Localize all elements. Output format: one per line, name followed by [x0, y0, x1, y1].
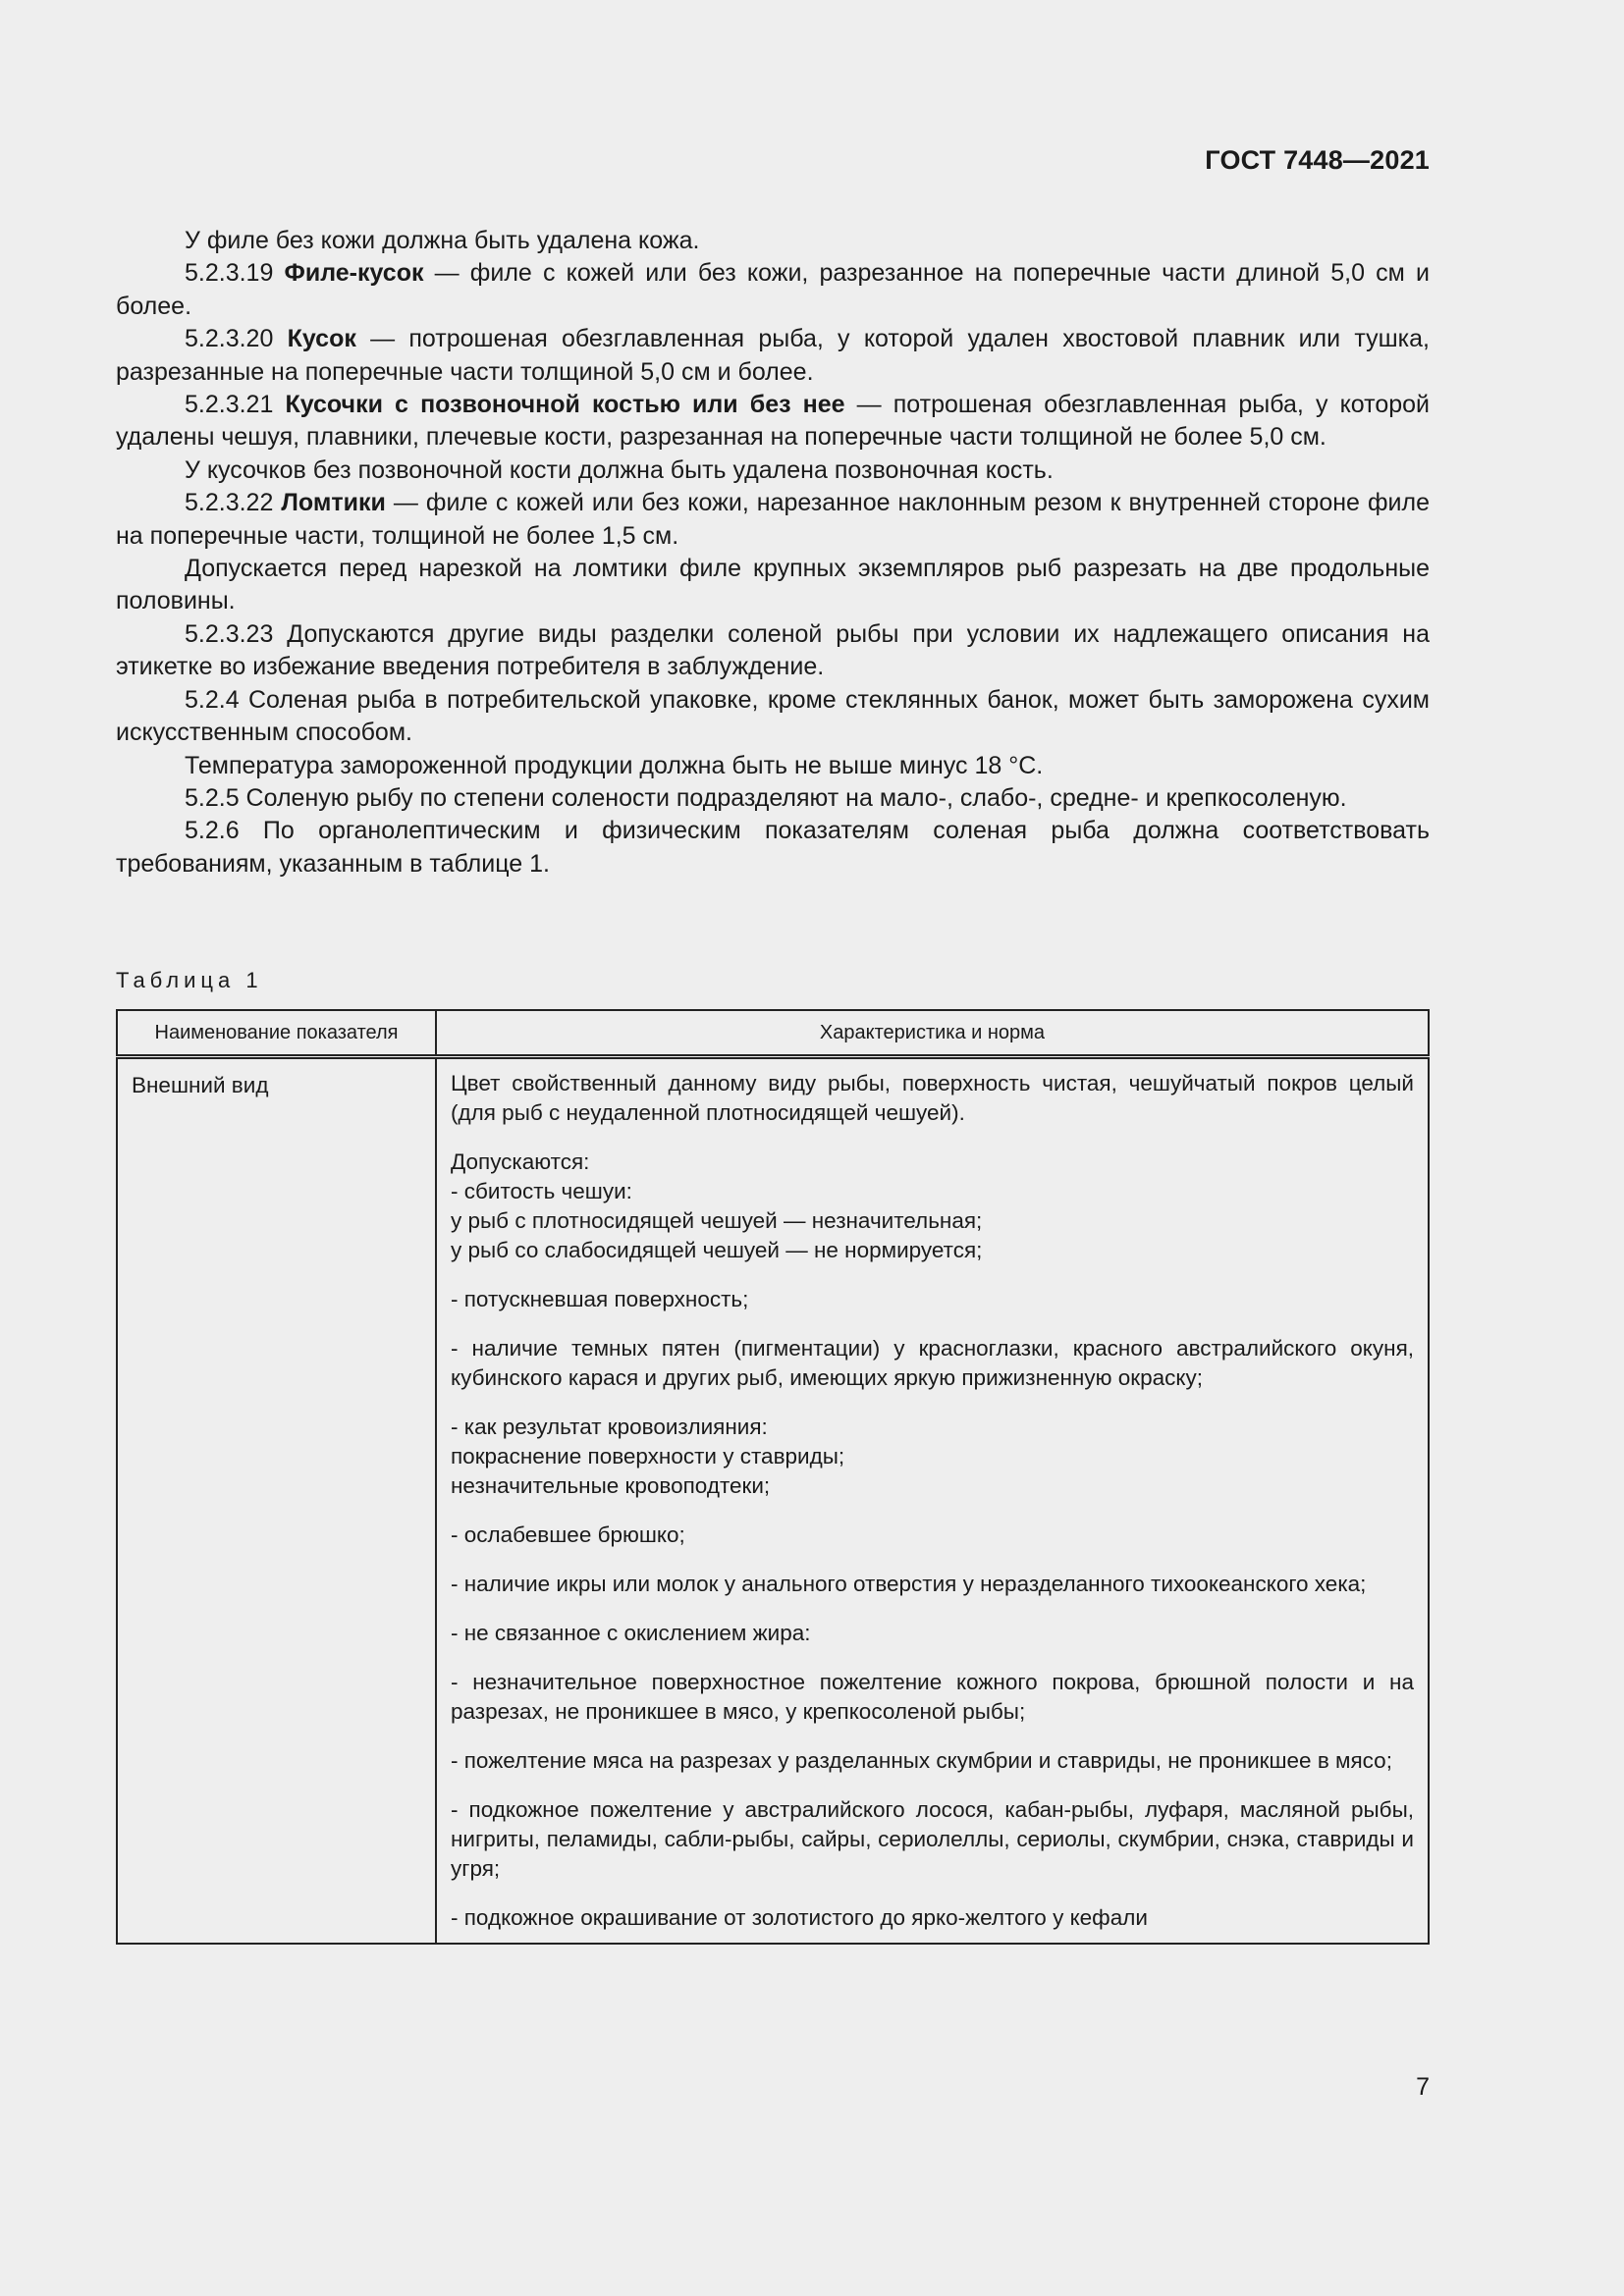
clause-number: 5.2.3.19	[185, 259, 274, 288]
norm-block	[451, 1619, 1414, 1648]
norm-block	[451, 1668, 1414, 1727]
paragraph-text: Допускается перед нарезкой на ломтики филе крупных экземпляров рыб разрезать на две продольные половины.	[116, 555, 1430, 615]
paragraph	[116, 750, 1430, 782]
term-label: Кусок	[287, 325, 356, 353]
norm-line: - пожелтение мяса на разрезах у разделанных скумбрии и ставриды, не проникшее в мясо;	[451, 1748, 1392, 1773]
table-caption: Таблица 1	[116, 968, 263, 992]
term-label: Филе-кусок	[284, 259, 424, 288]
clause-number: 5.2.3.22	[185, 489, 274, 517]
table-row	[117, 1057, 1429, 1945]
paragraph-text: — филе с кожей или без кожи, разрезанное на поперечные части длиной 5,0 см и более.	[116, 259, 1430, 320]
norm-line: - ослабевшее брюшко;	[451, 1522, 685, 1547]
paragraph	[116, 782, 1430, 815]
paragraph	[116, 454, 1430, 487]
norm-line: - как результат кровоизлияния:	[451, 1415, 768, 1439]
norm-line: - не связанное с окислением жира:	[451, 1621, 811, 1645]
paragraph	[116, 257, 1430, 323]
norm-block	[451, 1334, 1414, 1393]
norm-block	[451, 1069, 1414, 1128]
paragraph	[116, 225, 1430, 257]
norm-line: Допускаются:	[451, 1149, 590, 1174]
norm-line: - наличие темных пятен (пигментации) у красноглазки, красного австралийского окуня, кубинского карася и других рыб, имеющих яркую прижизненную окраску;	[451, 1336, 1414, 1390]
norm-line: у рыб с плотносидящей чешуей — незначительная;	[451, 1208, 983, 1233]
norm-line: незначительные кровоподтеки;	[451, 1473, 771, 1498]
paragraph-text: 5.2.5 Соленую рыбу по степени солености подразделяют на мало-, слабо-, средне- и крепкосоленую.	[185, 783, 1347, 812]
page-number: 7	[1416, 2073, 1430, 2101]
norm-cell	[436, 1057, 1429, 1945]
paragraph	[116, 815, 1430, 881]
norm-block	[451, 1285, 1414, 1314]
document-code: ГОСТ 7448—2021	[1205, 145, 1430, 175]
norm-line: Цвет свойственный данному виду рыбы, поверхность чистая, чешуйчатый покров целый (для рыб с неудаленной плотносидящей чешуей).	[451, 1071, 1414, 1125]
norm-line: - сбитость чешуи:	[451, 1179, 632, 1203]
paragraph	[116, 618, 1430, 684]
term-label: Кусочки с позвоночной костью или без нее	[285, 391, 845, 419]
paragraph-text: — потрошеная обезглавленная рыба, у которой удалены чешуя, плавники, плечевые кости, разрезанная на поперечные части толщиной не более 5,0 см.	[116, 391, 1430, 452]
column-header-indicator: Наименование показателя	[117, 1010, 436, 1057]
norm-block	[451, 1570, 1414, 1599]
paragraph-text: Температура замороженной продукции должна быть не выше минус 18 °С.	[185, 751, 1044, 779]
paragraph	[116, 684, 1430, 750]
term-label: Ломтики	[281, 489, 386, 517]
paragraph	[116, 553, 1430, 618]
paragraph-text: У филе без кожи должна быть удалена кожа.	[185, 227, 700, 254]
paragraph-text: У кусочков без позвоночной кости должна быть удалена позвоночная кость.	[185, 455, 1054, 484]
requirements-table	[116, 1009, 1430, 1945]
paragraph	[116, 389, 1430, 454]
column-header-norm: Характеристика и норма	[436, 1010, 1429, 1057]
clause-number: 5.2.3.21	[185, 391, 274, 419]
paragraph	[116, 487, 1430, 553]
norm-line: - незначительное поверхностное пожелтение кожного покрова, брюшной полости и на разрезах, не проникшее в мясо, у крепкосоленой рыбы;	[451, 1670, 1414, 1724]
indicator-name-cell: Внешний вид	[117, 1057, 436, 1945]
paragraph-text: — потрошеная обезглавленная рыба, у которой удален хвостовой плавник или тушка, разрезанные на поперечные части толщиной 5,0 см и более.	[116, 325, 1430, 386]
norm-line: покраснение поверхности у ставриды;	[451, 1444, 845, 1468]
paragraph	[116, 323, 1430, 389]
norm-block	[451, 1521, 1414, 1550]
paragraph-text: 5.2.4 Соленая рыба в потребительской упаковке, кроме стеклянных банок, может быть заморожена сухим искусственным способом.	[116, 685, 1430, 747]
paragraph-text: 5.2.3.23 Допускаются другие виды разделки соленой рыбы при условии их надлежащего описания на этикетке во избежание введения потребителя в заблуждение.	[116, 619, 1430, 681]
norm-line: - подкожное окрашивание от золотистого до ярко-желтого у кефали	[451, 1905, 1148, 1930]
clause-number: 5.2.3.20	[185, 325, 274, 353]
norm-block	[451, 1903, 1414, 1933]
norm-block	[451, 1148, 1414, 1265]
paragraph-text: 5.2.6 По органолептическим и физическим показателям соленая рыба должна соответствовать требованиям, указанным в таблице 1.	[116, 817, 1430, 878]
norm-block	[451, 1746, 1414, 1776]
body-text	[116, 225, 1430, 881]
table-header-row	[117, 1010, 1429, 1057]
norm-line: - потускневшая поверхность;	[451, 1287, 749, 1311]
norm-line: - подкожное пожелтение у австралийского лосося, кабан-рыбы, луфаря, масляной рыбы, нигриты, пеламиды, сабли-рыбы, сайры, сериолеллы, сериолы, скумбрии, снэка, ставриды и угря;	[451, 1797, 1414, 1881]
norm-block	[451, 1795, 1414, 1884]
norm-line: у рыб со слабосидящей чешуей — не нормируется;	[451, 1238, 983, 1262]
norm-block	[451, 1413, 1414, 1501]
paragraph-text: — филе с кожей или без кожи, нарезанное наклонным резом к внутренней стороне филе на поперечные части, толщиной не более 1,5 см.	[116, 489, 1430, 550]
norm-line: - наличие икры или молок у анального отверстия у неразделанного тихоокеанского хека;	[451, 1572, 1367, 1596]
